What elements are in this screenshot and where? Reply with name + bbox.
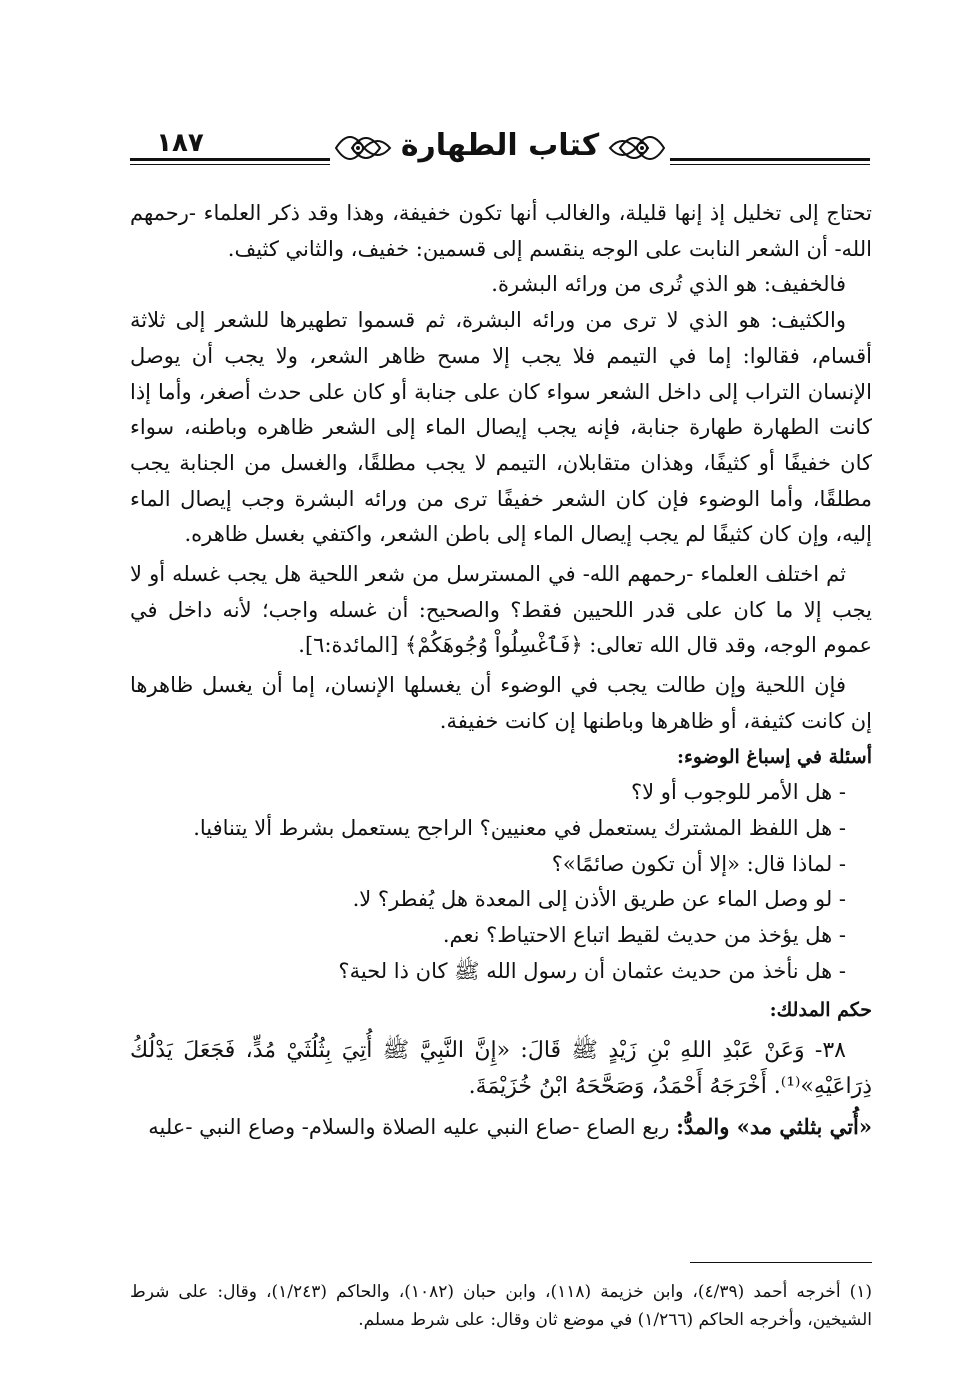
- footnote-1: (١) أخرجه أحمد (٤/٣٩)، وابن خزيمة (١١٨)، وابن حبان (١٠٨٢)، والحاكم (١/٢٤٣)، وقال: على شرط الشيخين، وأخرجه الحاكم (١/٢٦٦) في موضع ثان وقال: على شرط مسلم.: [130, 1282, 873, 1330]
- page-number: ١٨٧: [156, 128, 204, 158]
- footnote-rule: [690, 1262, 872, 1263]
- hukm-heading: حكم المدلك:: [769, 999, 872, 1022]
- header-rule-left-top: [130, 158, 330, 161]
- paragraph-1: تحتاج إلى تخليل إذ إنها قليلة، والغالب أنها تكون خفيفة، وهذا وقد ذكر العلماء -رحمهم الله- أن الشعر النابت على الوجه ينقسم إلى قسمين: خفيف، والثاني كثيف.: [130, 201, 872, 261]
- paragraph-4: ثم اختلف العلماء -رحمهم الله- في المسترسل من شعر اللحية هل يجب غسله أو لا يجب إلا ما كان على قدر اللحيين فقط؟ والصحيح: أن غسله واجب؛ لأنه داخل في عموم الوجه، وقد قال الله تعالى: ﴿فَٱغْسِلُواْ وُجُوهَكُمْ﴾ [المائدة:٦].: [130, 562, 872, 658]
- paragraph-5: فإن اللحية وإن طالت يجب في الوضوء أن يغسلها الإنسان، إما أن يغسل ظاهرها إن كانت كثيفة، أو ظاهرها وباطنها إن كانت خفيفة.: [130, 673, 872, 733]
- question-item: - هل يؤخذ من حديث لقيط اتباع الاحتياط؟ نعم.: [442, 923, 846, 948]
- paragraph-2: فالخفيف: هو الذي تُرى من ورائه البشرة.: [491, 272, 846, 297]
- chapter-title: كتاب الطهارة: [400, 128, 600, 163]
- question-item: - لو وصل الماء عن طريق الأذن إلى المعدة هل يُفطر؟ لا.: [352, 887, 846, 912]
- question-item: - هل نأخذ من حديث عثمان أن رسول الله ﷺ كان ذا لحية؟: [338, 958, 846, 983]
- footnotes: [130, 1278, 872, 1334]
- question-item: - هل الأمر للوجوب أو لا؟: [631, 780, 846, 805]
- header-rule-right-bottom: [670, 164, 870, 165]
- explanation-term: «أُتي بثلثي مد» والمدُّ:: [676, 1113, 872, 1139]
- question-item: - هل اللفظ المشترك يستعمل في معنيين؟ الراجح يستعمل بشرط ألا يتنافيا.: [193, 815, 846, 840]
- body-text: [130, 196, 872, 1145]
- left-ornament-icon: [330, 120, 394, 176]
- paragraph-3: والكثيف: هو الذي لا ترى من ورائه البشرة، ثم قسموا تطهيرها للشعر إلى ثلاثة أقسام، فقالوا: إما في التيمم فلا يجب إلا مسح ظاهر الشعر، ولا يجب أن يوصل الإنسان التراب إلى داخل الشعر سواء كان على جنابة أو كان على حدث أصغر، وأما إذا كانت الطهارة طهارة جنابة، فإنه يجب إيصال الماء إلى الشعر ظاهره وباطنه، سواء كان خفيفًا أو كثيفًا، وهذان متقابلان، التيمم لا يجب مطلقًا، والغسل من الجنابة يجب مطلقًا، وأما الوضوء فإن كان الشعر خفيفًا ترى من ورائه البشرة وجب إيصال الماء إليه، وإن كان كثيفًا لم يجب إيصال الماء إلى باطن الشعر، واكتفي بغسل ظاهره.: [130, 308, 872, 547]
- header-rule-left-bottom: [130, 164, 330, 165]
- question-item: - لماذا قال: «إلا أن تكون صائمًا»؟: [551, 851, 846, 876]
- page-header: [130, 118, 870, 188]
- header-rule-right-top: [670, 158, 870, 161]
- explanation-line: [130, 1109, 872, 1146]
- explanation-text: ربع الصاع -صاع النبي عليه الصلاة والسلام- وصاع النبي -عليه: [148, 1114, 677, 1139]
- hadith-38: ٣٨- وَعَنْ عَبْدِ اللهِ بْنِ زَيْدٍ ﷺ قَالَ: «إِنَّ النَّبِيَّ ﷺ أُتِيَ بِثُلُثَيْ مُدٍّ، فَجَعَلَ يَدْلُكُ ذِرَاعَيْهِ»⁽¹⁾. أَخْرَجَهُ أَحْمَدُ، وَصَحَّحَهُ ابْنُ خُزَيْمَةَ.: [130, 1038, 872, 1099]
- right-ornament-icon: [606, 120, 670, 176]
- questions-heading: أسئلة في إسباغ الوضوء:: [676, 745, 872, 768]
